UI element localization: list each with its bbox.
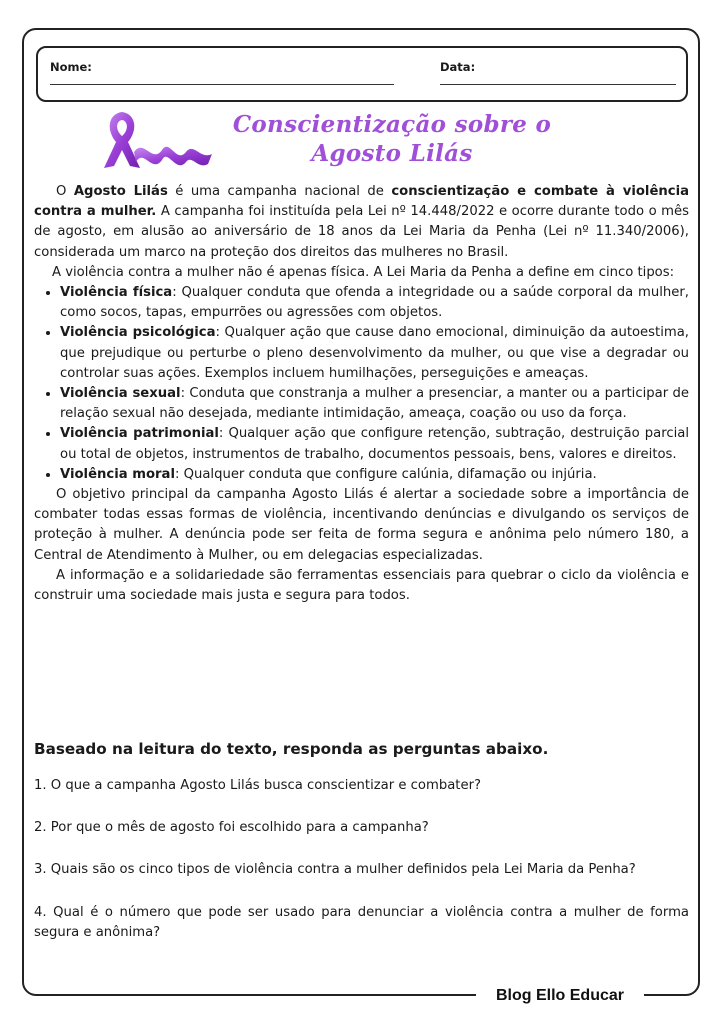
text-span: O xyxy=(56,184,74,199)
list-item-desc: : Qualquer conduta que ofenda a integridade ou a saúde corporal da mulher, como socos, tapas, empurrões ou agressões com objetos. xyxy=(60,285,689,321)
paragraph-conclusion: A informação e a solidariedade são ferramentas essenciais para quebrar o ciclo da violência e construir uma sociedade mais justa e segura para todos. xyxy=(34,567,689,604)
bold-text: conscientização e combate à violência contra a mulher. xyxy=(34,184,690,220)
list-item-term: Violência moral xyxy=(60,466,175,482)
bold-text: Agosto Lilás xyxy=(73,184,168,199)
question-2: 2. Por que o mês de agosto foi escolhido para a campanha? xyxy=(34,820,429,836)
list-item-term: Violência sexual xyxy=(60,386,181,402)
question-3: 3. Quais são os cinco tipos de violência contra a mulher definidos pela Lei Maria da Penha? xyxy=(34,862,636,878)
list-item-term: Violência patrimonial xyxy=(60,426,219,442)
violence-types-list xyxy=(34,283,689,485)
list-item xyxy=(60,323,689,384)
list-item-desc: : Qualquer ação que cause dano emocional, diminuição da autoestima, que prejudique ou perturbe o pleno desenvolvimento da mulher, ou que vise a degradar ou controlar suas ações. Exemplos incluem humilhações, perseguições e ameaças. xyxy=(60,325,689,381)
list-item xyxy=(60,283,689,323)
title-area xyxy=(100,106,660,172)
list-item-term: Violência física xyxy=(60,285,173,301)
questions-heading: Baseado na leitura do texto, responda as perguntas abaixo. xyxy=(34,740,549,758)
paragraph-types-intro: A violência contra a mulher não é apenas física. A Lei Maria da Penha a define em cinco tipos: xyxy=(52,264,675,280)
text-span: é uma campanha nacional de xyxy=(167,184,392,199)
list-item-desc: : Conduta que constranja a mulher a presenciar, a manter ou a participar de relação sexual não desejada, mediante intimidação, ameaça, coação ou uso da força. xyxy=(60,386,690,422)
reading-text xyxy=(34,182,689,606)
list-item-desc: : Qualquer ação que configure retenção, subtração, destruição parcial ou total de objetos, instrumentos de trabalho, documentos pessoais, bens, valores e direitos. xyxy=(60,426,689,462)
name-label: Nome: xyxy=(50,60,92,74)
date-label: Data: xyxy=(440,60,476,74)
paragraph-intro xyxy=(34,182,689,263)
list-item-term: Violência psicológica xyxy=(60,325,216,341)
student-info-box xyxy=(36,46,688,102)
list-item-desc: : Qualquer conduta que configure calúnia, difamação ou injúria. xyxy=(174,466,597,482)
page-title xyxy=(212,110,572,168)
title-line-2: Agosto Lilás xyxy=(311,140,473,167)
questions-list xyxy=(34,776,689,943)
name-field[interactable] xyxy=(50,84,394,85)
paragraph-objective: O objetivo principal da campanha Agosto Lilás é alertar a sociedade sobre a importância de combater todas essas formas de violência, incentivando denúncias e divulgando os serviços de proteção à mulher. A denúncia pode ser feita de forma segura e anônima pelo número 180, a Central de Atendimento à Mulher, ou em delegacias especializadas. xyxy=(34,487,689,563)
question-4: 4. Qual é o número que pode ser usado para denunciar a violência contra a mulher de forma segura e anônima? xyxy=(34,904,689,940)
title-line-1: Conscientização sobre o xyxy=(232,111,552,138)
footer-brand: Blog Ello Educar xyxy=(495,987,624,1004)
list-item xyxy=(60,384,689,424)
date-field[interactable] xyxy=(440,84,676,85)
list-item xyxy=(60,465,689,485)
text-span: A campanha foi instituída pela Lei nº 14.448/2022 e ocorre durante todo o mês de agosto, em alusão ao aniversário de 18 anos da Lei Maria da Penha (Lei nº 11.340/2006), considerada um marco na proteção dos direitos das mulheres no Brasil. xyxy=(34,204,689,260)
list-item xyxy=(60,424,689,464)
question-1: 1. O que a campanha Agosto Lilás busca conscientizar e combater? xyxy=(34,778,481,793)
purple-ribbon-icon xyxy=(100,108,218,172)
